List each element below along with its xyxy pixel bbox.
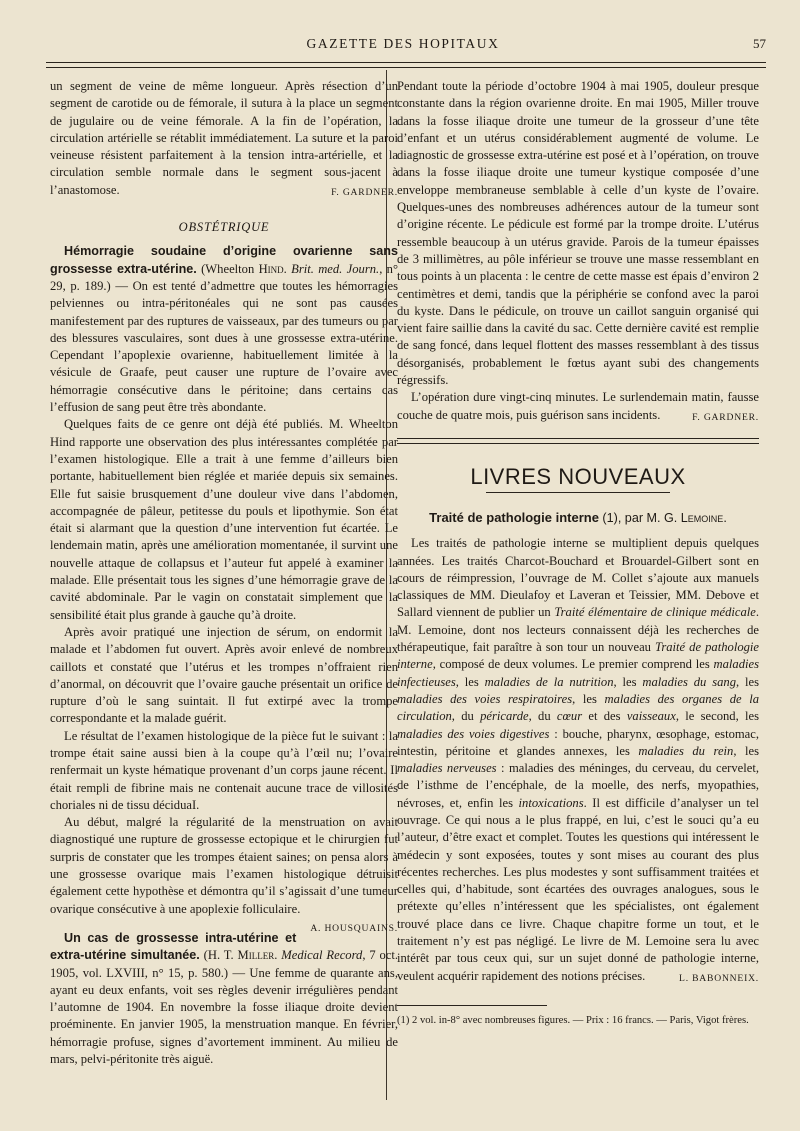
review-text: , du [451,709,481,724]
section-heading: LIVRES NOUVEAUX [470,463,686,489]
review-paragraph [397,535,759,985]
source-author: Miller [237,948,275,963]
intro-text: un segment de veine de même longueur. Après résection d’un segment de carotide ou de fémorale, il sutura à la place un segment de jugulaire ou de veine fémorale. A la fin de l’opération, la circulation artérielle se rétablit immédiatement. La suture et la paroi veineuse résistent parfaitement à la tension intra-artérielle, et la circulation semble normale dans le segment sous-jacent à l’anastomose. [50,79,398,197]
topic: maladies des voies respiratoires [397,691,573,706]
review-text: Les traités de pathologie interne se multiplient depuis quelques années. Les traités Charcot-Bouchard et Brouardel-Gilbert sont en cours de réimpression, l’ouvrage de M. Collet s’ajoute aux manuels classiques de MM. Dieulafoy et Laveran et Teissier, MM. Debove et Sallard viennent de publier un [397,536,759,620]
review-text: . M. Lemoine, dont nos lecteurs connaissent déjà les recherches de thérapeutique, fait paraître à son tour un nouveau [397,605,759,655]
book-title: Traité de pathologie interne [429,509,599,525]
article-paragraph: Un cas de grossesse intra-utérine et extra-utérine simultanée. (H. T. Miller. Medical Record, 7 oct. 1905, vol. LXVIII, n° 15, p. 580.) — Une femme de quarante ans, ayant eu deux enfants, voit ses règles devenir irrégulières pendant l’automne de 1904. En novembre la fosse iliaque droite devient proéminente. En janvier 1905, la menstruation manque. En février, hémorragie profuse, signes d’avortement imminent. Au milieu de mars, pelvi-péritonite très aiguë. [50,930,399,1067]
book-author: Lemoine [680,510,724,525]
article-paragraph [397,389,759,424]
title-end: . [723,510,727,525]
topic: maladies des organes de la circulation [397,691,760,724]
footnote: (1) 2 vol. in-8° avec nombreuses figures. — Prix : 16 francs. — Paris, Vigot frères. [397,1014,749,1026]
topic: maladies nerveuses [397,761,497,776]
review-title [397,509,759,527]
article-text: , 7 oct. 1905, vol. LXVIII, n° 15, p. 580.) — Une femme de quarante ans, ayant eu deux enfants, voit ses règles devenir irrégulières pendant l’automne de 1904. En novembre la fosse iliaque droite devient proéminente. En janvier 1905, la menstruation manque. En février, hémorragie profuse, signes d’avortement imminent. Au milieu de mars, pelvi-péritonite très aiguë. [50,948,399,1067]
signature: A. HOUSQUAINS. [310,922,398,934]
signature: F. GARDNER. [692,411,759,423]
review-text: . Il est difficile d’analyser un tel ouvrage. Ce qui nous a le plus frappé, en lui, c’est le souci qu’a eu l’auteur, d’être exact et complet. Toutes les questions qui intéressent le médecin y sont exposées, toutes y sont mises au courant des plus récentes recherches. Les plus modestes y sont suffisamment traitées et celles qui, d’habitude, sont écartées des ouvrages analogues, sous le prétexte qu’elles n’intéressent que les spécialistes, ont également trouvé place dans ce livre. Chaque chapitre forme un tout, et le traitement n’y est pas négligé. Le livre de M. Lemoine sera lu avec intérêt par tous ceux qui, sur un sujet donné de pathologie interne, veulent acquérir rapidement des notions précises. [397,795,759,983]
article-title: Hémorragie soudaine d’origine ovarienne sans grossesse extra-utérine. [50,244,398,276]
article-text: Au début, malgré la régularité de la menstruation on avait diagnostiqué une rupture de grossesse ectopique et le chirurgien fut surpris de constater que les trompes étaient saines; on pensa alors à une grossesse ovarique mais l’examen histologique détruisit également cette hypothèse et démontra qu’il s’agissait d’une tumeur ovarique consécutive à une apoplexie folliculaire. [50,815,398,916]
review-text: , les [455,674,485,689]
review-text: , composé de deux volumes. Le premier comprend les [432,657,714,672]
topic: péricarde [480,709,529,724]
section-rule [397,438,759,444]
page-header [40,30,766,56]
review-text: et des [582,709,627,724]
review-text: , les [613,674,643,689]
journal-title: GAZETTE DES HOPITAUX [306,36,500,51]
heading-underline [486,492,670,493]
topic: cœur [556,709,583,724]
right-column [397,78,759,1028]
review-text: , le second, les [675,709,760,724]
topic: maladies du sang [642,674,737,689]
review-text: , les [572,691,605,706]
intro-paragraph [50,78,398,199]
review-text: , les [733,743,759,758]
header-rule [46,62,766,68]
footnote-rule [397,1005,547,1006]
review-text: , du [528,709,557,724]
topic: intoxications [518,795,584,810]
review-text: : bouche, pharynx, œsophage, estomac, intestin, péritoine et glandes annexes, les [397,726,759,758]
article-title: Un cas de grossesse intra-utérine et extra-utérine simultanée. [50,930,297,963]
page-number: 57 [753,36,766,51]
topic: maladies du rein [638,743,734,758]
signature: F. GARDNER. [331,186,398,198]
article-paragraph [50,814,398,934]
topic: maladies des voies digestives [397,726,550,741]
signature: L. BABONNEIX. [679,972,759,984]
article-text: L’opération dure vingt-cinq minutes. Le surlendemain matin, fausse couche de quatre mois, puis guérison sans incidents. [397,390,759,422]
article-paragraph: Pendant toute la période d’octobre 1904 à mai 1905, douleur presque constante dans la région ovarienne droite. En mai 1905, Miller trouve dans la fosse iliaque droite une tumeur de la grosseur d’une tête d’enfant et un utérus considérablement augmenté de volume. Le diagnostic de grossesse extra-utérine est posé et à l’opération, on trouve dans la fosse iliaque droite une tumeur kystique composée d’une enveloppe membraneuse semblable à celle d’un kyste de l’ovaire. Quelques-unes des nombreuses adhérences autour de la tumeur sont d’origine récente. Le pédicule est formé par la trompe droite. L’utérus ressemble beaucoup à un utérus gravide. Parois de la tumeur épaisses de 3 millimètres, au pôle inférieur se trouve une masse ressemblant en tous points à un placenta : le centre de cette masse est épais d’environ 2 centimètres et demi, tandis que la périphérie se confond avec la paroi du kyste. Dans le pédicule, on trouve un caillot sanguin organisé qui vient faire saillie dans la cavité du sac. Cette dernière cavité est remplie de sang foncé, dans lequel flottent des masses ressemblant à des tissus désorganisés, probablement le fœtus ayant subi des changements régressifs. [397,79,759,388]
topic: maladies infectieuses [397,657,759,689]
article-paragraph: Après avoir pratiqué une injection de sérum, on endormit la malade et l’abdomen fut ouvert. Après avoir enlevé de nombreux caillots et constaté que l’utérus et les trompes n’offraient rien d’anormal, on découvrit que l’ovaire gauche présentait un orifice de rupture d’où le sang suintait. Il fut extirpé avec la trompe correspondante et la malade guérit. [50,624,398,726]
source-journal: Medical Record [281,948,363,963]
left-column [50,78,398,1068]
source-text: (Wheelton [196,261,259,276]
review-text: , les [736,674,760,689]
article-paragraph: Le résultat de l’examen histologique de la pièce fut le suivant : la trompe était saine aussi bien à la coupe qu’à l’œil nu; l’ovaire renfermait un kyste hématique provenant d’un corps jaune récent. Il était rempli de fibrine mais ne contenait aucune trace de villosités choriales ni de tissu déciduaI. [50,728,398,812]
source-journal: Brit. med. Journ. [291,261,380,276]
topic: vaisseaux [626,709,676,724]
topic: maladies de la nutrition [484,674,614,689]
review-text: : maladies des méninges, du cerveau, du cervelet, de l’isthme de l’encéphale, de la moelle, des nerfs, myopathies, névroses, et, enfin les [397,761,759,810]
book-note-ref: (1), par M. G. [598,510,681,525]
book-reference: Traité de pathologie interne [397,640,759,672]
source-author: Hind [258,261,284,276]
section-heading: OBSTÉTRIQUE [178,220,270,235]
book-reference: Traité élémentaire de clinique médicale [554,605,756,620]
article-paragraph: Quelques faits de ce genre ont déjà été publiés. M. Wheelton Hind rapporte une observation des plus intéressantes complétée par l’examen histologique. Elle a trait à une femme d’ailleurs bien portante, habituellement bien réglée et mariée depuis six semaines. Elle fut saisie brusquement d’une douleur vive dans l’abdomen, accompagnée de pâleur, petitesse du pouls et lipothymie. Son état était si alarmant que la question d’une intervention fut écartée. Le lendemain matin, après une amélioration momentanée, il survint une nouvelle attaque de collapsus et l’auteur fut appelé à examiner la malade. Elle présentait tous les signes d’une hémorragie grave de la cavité abdominale. Par le vagin on constatait simplement que la sensibilité était plus grande à gauche qu’à droite. [50,417,398,622]
article-text: , n° 29, p. 189.) — On est tenté d’admettre que toutes les hémorragies pelviennes ou intra-péritonéales qui ne sont pas causées manifestement par des ruptures de vaisseaux, par des tumeurs ou par des blessures vasculaires, sont dues à une grossesse extra-utérine. Cependant l’apoplexie ovarienne, habituellement limitée à la vésicule de Graafe, peut causer une rupture de l’ovaire avec hémorragie consécutive dans le péritoine; dans certains cas l’effusion de sang peut être très abondante. [50,261,398,415]
source-text: (H. T. [199,948,238,963]
article-paragraph: Hémorragie soudaine d’origine ovarienne sans grossesse extra-utérine. (Wheelton Hind. Brit. med. Journ., n° 29, p. 189.) — On est tenté d’admettre que toutes les hémorragies pelviennes ou intra-péritonéales qui ne sont pas causées manifestement par des ruptures de vaisseaux, par des tumeurs ou par des blessures vasculaires, sont dues à une grossesse extra-utérine. Cependant l’apoplexie ovarienne, habituellement limitée à la vésicule de Graafe, peut causer une rupture de l’ovaire avec hémorragie consécutive dans le péritoine; dans certains cas l’effusion de sang peut être très abondante. [50,244,398,415]
